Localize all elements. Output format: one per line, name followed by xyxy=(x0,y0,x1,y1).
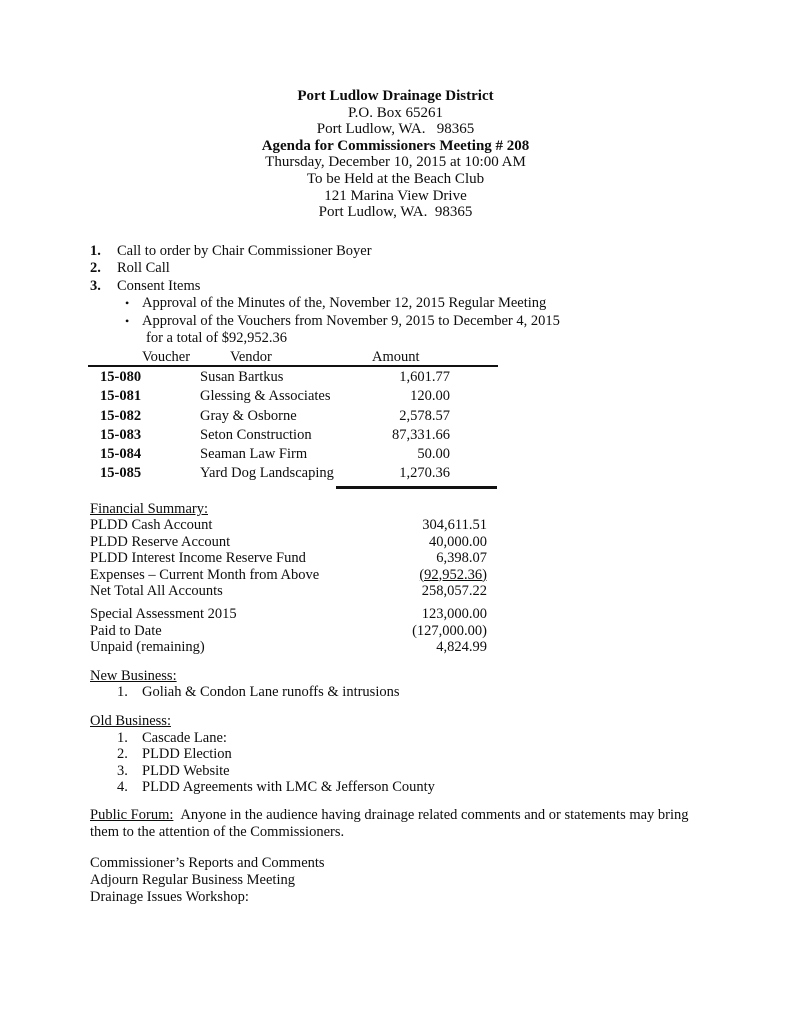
closing-line-workshop: Drainage Issues Workshop: xyxy=(90,888,249,905)
old-business-section xyxy=(90,713,791,795)
agenda-item xyxy=(90,243,791,261)
voucher-id-cell: 15-083 xyxy=(100,426,142,443)
voucher-id-cell: 15-082 xyxy=(100,407,142,424)
agenda-item-number: 1. xyxy=(90,242,101,259)
agenda-title: Agenda for Commissioners Meeting # 208 xyxy=(261,137,530,154)
table-row xyxy=(88,463,498,482)
financial-amount: 6,398.07 xyxy=(436,550,487,567)
assessment-label: Paid to Date xyxy=(90,622,162,639)
table-row xyxy=(88,405,498,424)
bullet-icon: • xyxy=(125,296,130,311)
venue-address: 121 Marina View Drive xyxy=(324,187,467,204)
business-item-text: PLDD Election xyxy=(142,746,232,763)
table-row xyxy=(88,367,498,386)
voucher-id-cell: 15-080 xyxy=(100,369,142,386)
business-item xyxy=(90,730,791,746)
meeting-datetime: Thursday, December 10, 2015 at 10:00 AM xyxy=(265,154,526,171)
amount-cell: 87,331.66 xyxy=(392,426,450,443)
amount-cell: 2,578.57 xyxy=(399,407,450,424)
old-business-heading: Old Business: xyxy=(90,713,171,730)
agenda-item-number: 2. xyxy=(90,260,101,277)
public-forum-heading: Public Forum: xyxy=(90,807,174,824)
agenda-item-number: 3. xyxy=(90,277,101,294)
org-name: Port Ludlow Drainage District xyxy=(297,88,494,104)
amount-cell: 1,270.36 xyxy=(399,465,450,482)
consent-bullet-minutes xyxy=(90,295,791,313)
assessment-amount: 4,824.99 xyxy=(436,639,487,656)
assessment-row xyxy=(90,606,487,622)
business-item xyxy=(90,779,791,795)
consent-bullet-list xyxy=(90,295,791,348)
voucher-id-cell: 15-084 xyxy=(100,446,142,462)
financial-label: Net Total All Accounts xyxy=(90,582,223,599)
assessment-label: Special Assessment 2015 xyxy=(90,606,237,623)
agenda-item xyxy=(90,278,791,296)
vendor-cell: Gray & Osborne xyxy=(200,407,297,424)
business-item-text: Cascade Lane: xyxy=(142,729,227,746)
public-forum-section xyxy=(90,807,710,841)
financial-amount: 258,057.22 xyxy=(421,582,487,599)
assessment-row xyxy=(90,639,487,655)
venue-line: To be Held at the Beach Club xyxy=(306,170,485,187)
financial-row xyxy=(90,534,487,550)
document-body xyxy=(90,243,791,905)
bullet-icon: • xyxy=(125,313,130,328)
business-item-text: Goliah & Condon Lane runoffs & intrusions xyxy=(142,683,400,700)
business-item-text: PLDD Agreements with LMC & Jefferson County xyxy=(142,778,435,795)
financial-row xyxy=(90,583,487,599)
closing-line-adjourn: Adjourn Regular Business Meeting xyxy=(90,871,295,888)
financial-label: PLDD Reserve Account xyxy=(90,533,231,550)
city-state-zip-line: Port Ludlow, WA. 98365 xyxy=(316,121,475,138)
financial-amount: 40,000.00 xyxy=(429,533,487,550)
table-row xyxy=(88,386,498,405)
business-item xyxy=(90,746,791,762)
public-forum-text: Anyone in the audience having drainage related comments and or statements may bring them to the attention of the Commissioners. xyxy=(90,807,689,841)
voucher-table xyxy=(88,349,498,489)
financial-amount: (92,952.36) xyxy=(419,566,487,583)
venue-city-state-zip: Port Ludlow, WA. 98365 xyxy=(318,204,473,221)
document-header xyxy=(0,0,791,221)
amount-cell: 1,601.77 xyxy=(399,369,450,386)
consent-bullet-text xyxy=(142,313,560,348)
agenda-item-text: Call to order by Chair Commissioner Boyer xyxy=(117,242,372,259)
agenda-item-text: Consent Items xyxy=(117,277,201,294)
financial-row xyxy=(90,550,487,566)
financial-label: PLDD Cash Account xyxy=(90,517,213,534)
consent-bullet-text: Approval of the Minutes of the, November 12, 2015 Regular Meeting xyxy=(142,295,547,312)
vendor-cell: Susan Bartkus xyxy=(200,369,284,386)
agenda-item-list xyxy=(90,243,791,296)
financial-summary-heading: Financial Summary: xyxy=(90,500,208,517)
financial-row-expenses xyxy=(90,567,487,583)
assessment-row xyxy=(90,623,487,639)
amount-cell: 50.00 xyxy=(417,446,450,462)
amount-cell: 120.00 xyxy=(410,388,450,405)
amount-total-rule xyxy=(336,486,497,489)
new-business-section xyxy=(90,668,791,701)
table-row xyxy=(88,424,498,443)
consent-bullet-line1: Approval of the Vouchers from November 9, 2015 to December 4, 2015 xyxy=(142,312,560,329)
financial-label: PLDD Interest Income Reserve Fund xyxy=(90,550,306,567)
consent-bullet-line2: for a total of $92,952.36 xyxy=(146,330,287,347)
closing-line-reports: Commissioner’s Reports and Comments xyxy=(90,855,325,872)
assessment-amount: (127,000.00) xyxy=(412,622,487,639)
business-item-number: 4. xyxy=(117,778,128,795)
po-box-line: P.O. Box 65261 xyxy=(347,104,444,121)
vendor-column-header: Vendor xyxy=(230,348,272,365)
assessment-label: Unpaid (remaining) xyxy=(90,639,205,656)
table-row xyxy=(88,444,498,463)
amount-column-header: Amount xyxy=(372,348,420,365)
vendor-cell: Yard Dog Landscaping xyxy=(200,465,334,482)
business-item-text: PLDD Website xyxy=(142,762,230,779)
financial-row xyxy=(90,517,487,533)
vendor-cell: Seaman Law Firm xyxy=(200,446,308,462)
business-item xyxy=(90,684,791,700)
financial-summary xyxy=(90,501,791,656)
vendor-cell: Seton Construction xyxy=(200,426,312,443)
financial-label: Expenses – Current Month from Above xyxy=(90,566,320,583)
assessment-amount: 123,000.00 xyxy=(421,606,487,623)
voucher-table-header-row xyxy=(88,349,498,367)
business-item-number: 1. xyxy=(117,729,128,746)
new-business-heading: New Business: xyxy=(90,667,177,684)
closing-lines xyxy=(90,855,791,905)
consent-bullet-vouchers xyxy=(90,313,791,348)
voucher-id-cell: 15-085 xyxy=(100,465,142,482)
agenda-item xyxy=(90,260,791,278)
agenda-item-text: Roll Call xyxy=(117,260,170,277)
voucher-id-cell: 15-081 xyxy=(100,388,142,405)
financial-amount: 304,611.51 xyxy=(422,517,487,534)
business-item-number: 1. xyxy=(117,683,128,700)
voucher-column-header: Voucher xyxy=(142,348,191,365)
vendor-cell: Glessing & Associates xyxy=(200,388,331,405)
business-item-number: 2. xyxy=(117,746,128,763)
business-item xyxy=(90,763,791,779)
business-item-number: 3. xyxy=(117,762,128,779)
